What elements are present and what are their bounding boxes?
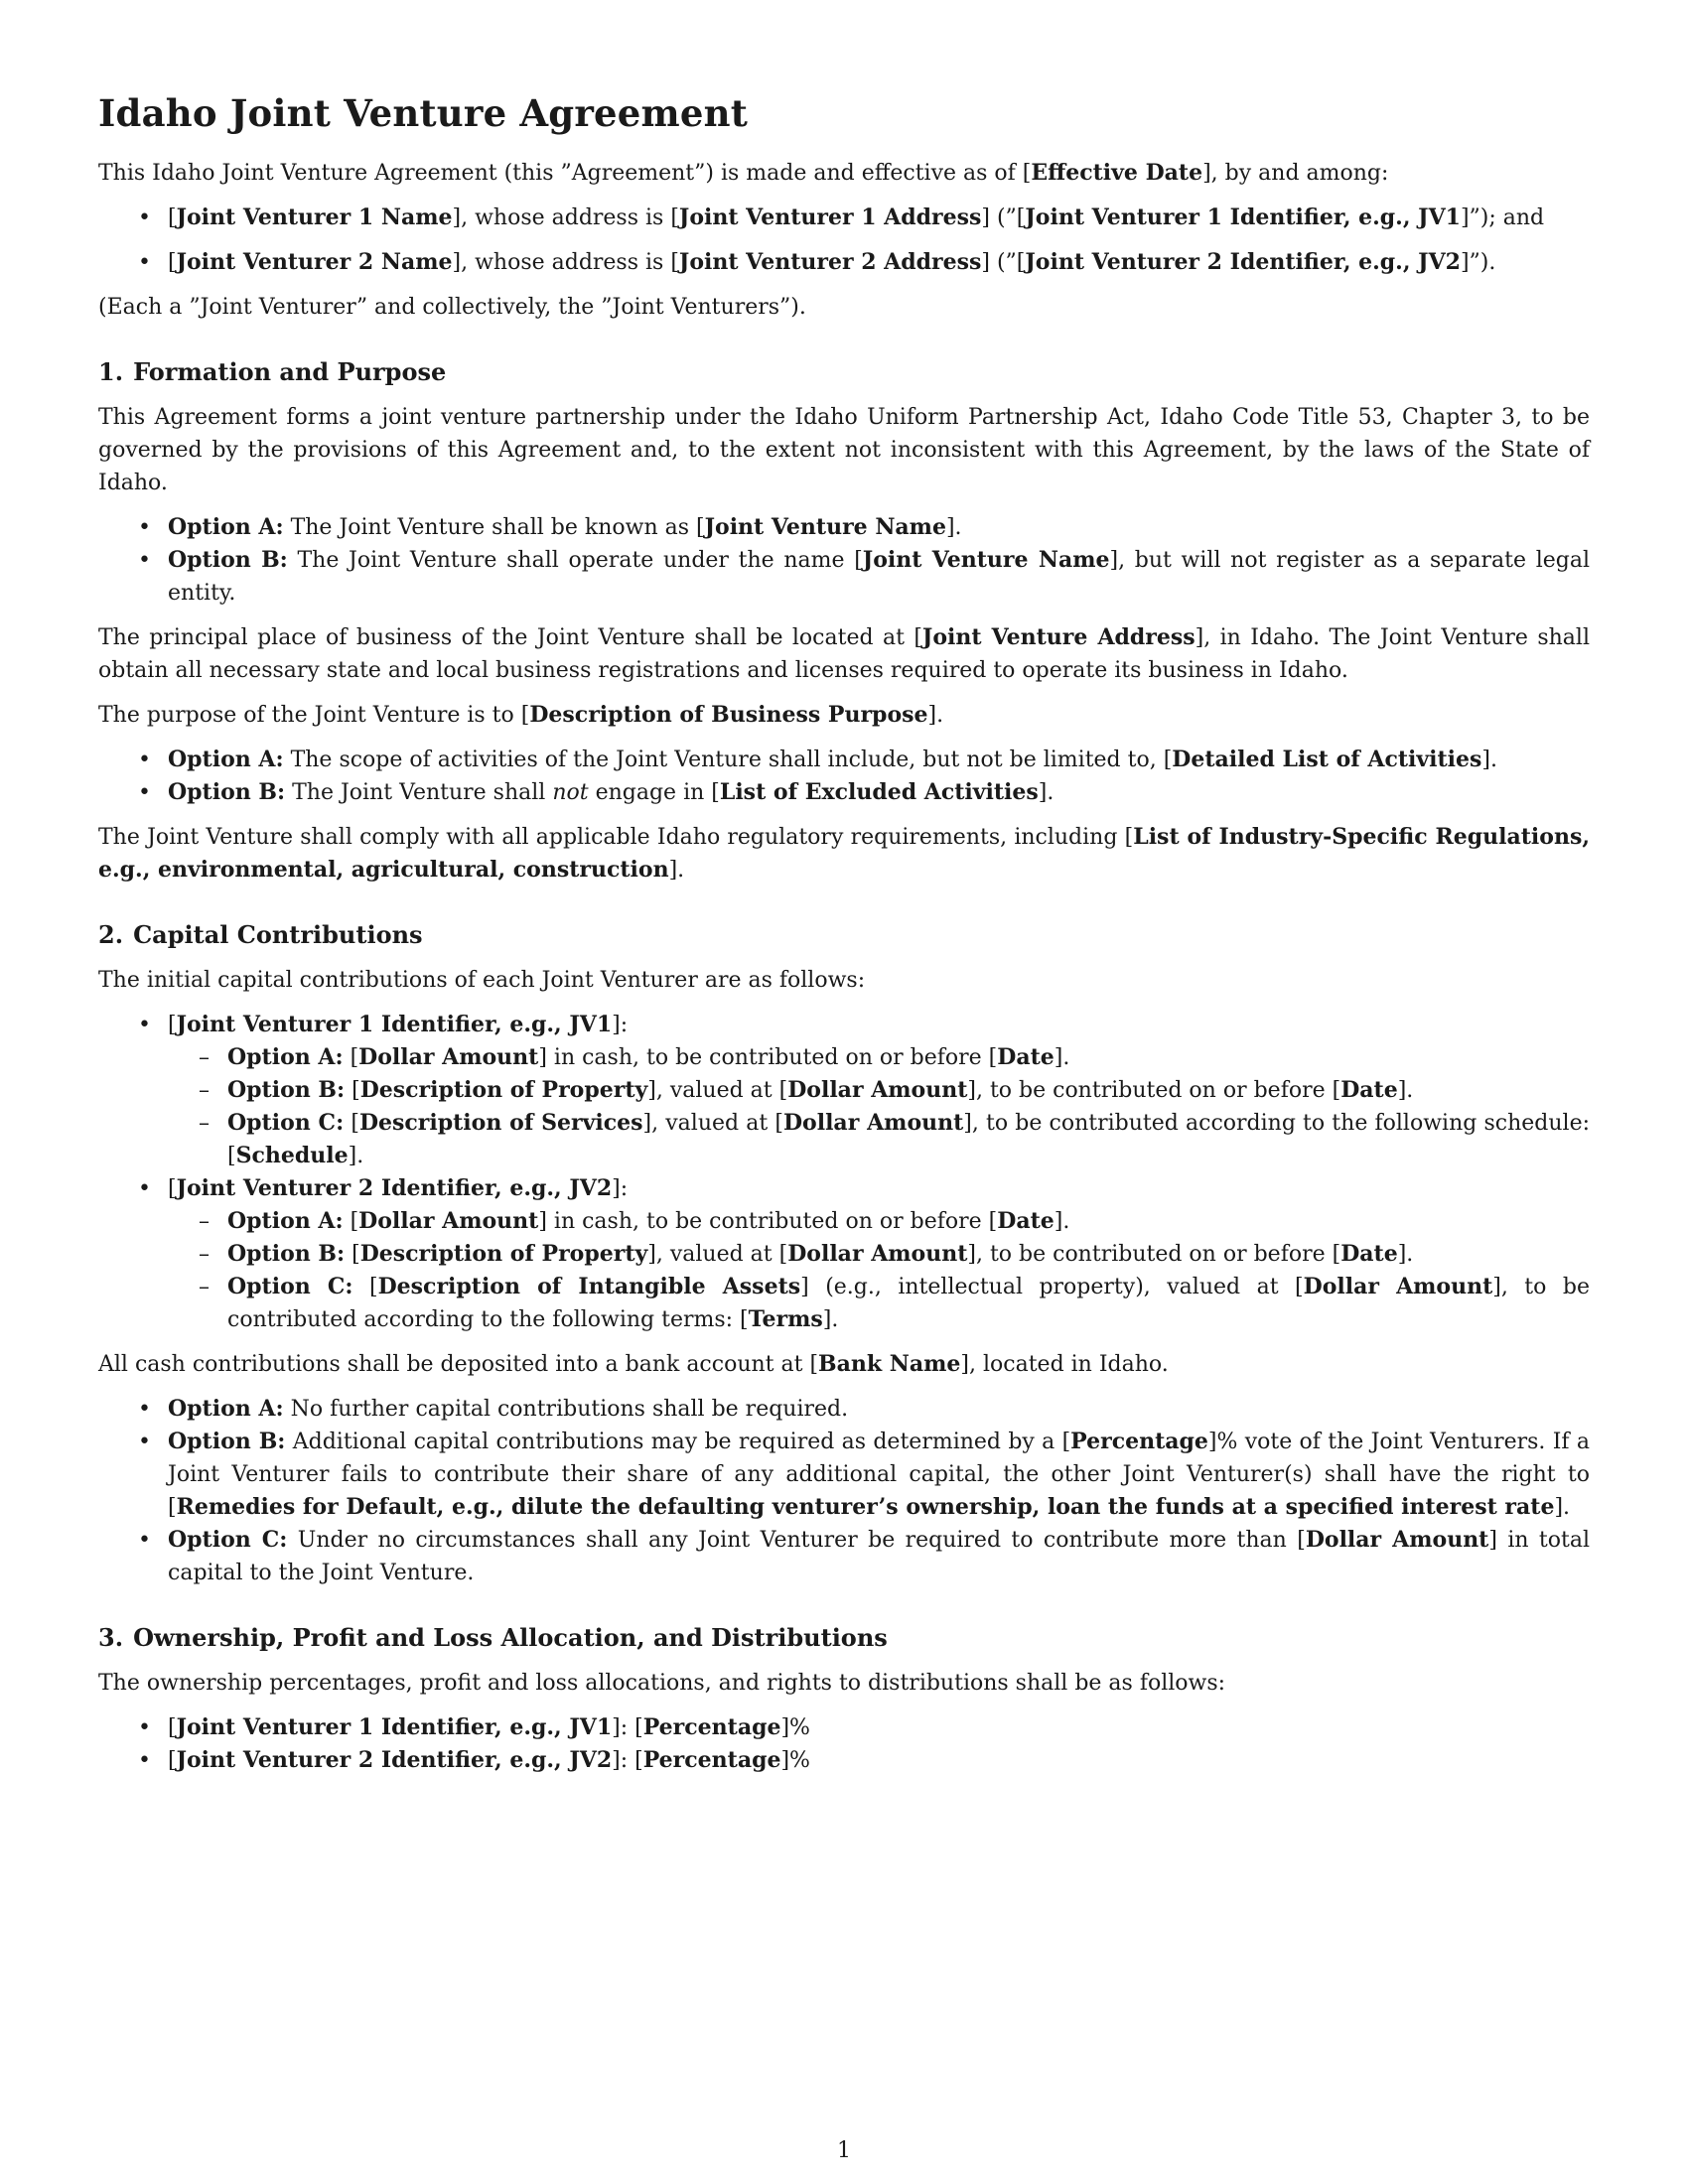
option-item: • Option B: Additional capital contributions may be required as determined by a [Percentage]% vote of the Joint Venturers. If a Joint Venturer fails to contribute their share of any additional capital, the other Joint Venturer(s) shall have the right to [Remedies for Default, e.g., dilute the defaulting venturer’s ownership, loan the funds at a specified interest rate]. [98, 1426, 1590, 1524]
venturer-contribution-item: • [Joint Venturer 1 Identifier, e.g., JV1]: – Option A: [Dollar Amount] in cash, to be contributed on or before [Date]. – Option B: [Description of Property], valued at [Dollar Amount], to be contributed on or before [Date]. – Option C: [Description of Services], valued at [Dollar Amount], to be contributed according to the following schedule: [Schedule]. [98, 1009, 1590, 1172]
name-options-list [98, 511, 1590, 610]
option-item: – Option C: [Description of Services], valued at [Dollar Amount], to be contributed according to the following schedule: [Schedule]. [168, 1107, 1590, 1172]
document-title: Idaho Joint Venture Agreement [98, 91, 749, 135]
option-item: – Option A: [Dollar Amount] in cash, to be contributed on or before [Date]. [168, 1041, 1590, 1074]
purpose-paragraph: The purpose of the Joint Venture is to [Description of Business Purpose]. [98, 702, 944, 728]
section-heading-formation: 1. Formation and Purpose [98, 357, 447, 386]
option-item: • Option B: The Joint Venture shall not engage in [List of Excluded Activities]. [98, 776, 1590, 809]
effective-date-placeholder: Effective Date [1031, 160, 1203, 186]
option-item: • Option A: The Joint Venture shall be known as [Joint Venture Name]. [98, 511, 1590, 544]
option-item: • Option A: No further capital contributions shall be required. [98, 1393, 1590, 1426]
section-heading-capital: 2. Capital Contributions [98, 920, 423, 949]
collective-definition: (Each a ”Joint Venturer” and collectively, the ”Joint Venturers”). [98, 295, 806, 320]
section-heading-ownership: 3. Ownership, Profit and Loss Allocation, and Distributions [98, 1623, 888, 1652]
additional-contribution-options-list [98, 1393, 1590, 1589]
option-item: – Option B: [Description of Property], valued at [Dollar Amount], to be contributed on or before [Date]. [168, 1074, 1590, 1107]
parties-list [98, 202, 1590, 279]
bank-paragraph: All cash contributions shall be deposited into a bank account at [Bank Name], located in Idaho. [98, 1351, 1169, 1377]
option-item: – Option A: [Dollar Amount] in cash, to be contributed on or before [Date]. [168, 1205, 1590, 1238]
venturer-contribution-item: • [Joint Venturer 2 Identifier, e.g., JV2]: – Option A: [Dollar Amount] in cash, to be contributed on or before [Date]. – Option B: [Description of Property], valued at [Dollar Amount], to be contributed on or before [Date]. – Option C: [Description of Intangible Assets] (e.g., intellectual property), valued at [Dollar Amount], to be contributed according to the following terms: [Terms]. [98, 1172, 1590, 1336]
option-item: – Option C: [Description of Intangible Assets] (e.g., intellectual property), valued at [Dollar Amount], to be contributed according to the following terms: [Terms]. [168, 1271, 1590, 1336]
formation-paragraph: This Agreement forms a joint venture partnership under the Idaho Uniform Partnership Act, Idaho Code Title 53, Chapter 3, to be governed by the provisions of this Agreement and, to the extent not inconsistent with this Agreement, by the laws of the State of Idaho. [98, 405, 1590, 495]
option-item: • Option B: The Joint Venture shall operate under the name [Joint Venture Name], but will not register as a separate legal entity. [98, 544, 1590, 610]
ownership-item: • [Joint Venturer 2 Identifier, e.g., JV2]: [Percentage]% [98, 1744, 1590, 1777]
option-item: – Option B: [Description of Property], valued at [Dollar Amount], to be contributed on or before [Date]. [168, 1238, 1590, 1271]
page-number: 1 [837, 2138, 851, 2163]
contributions-list [98, 1009, 1590, 1336]
scope-options-list [98, 744, 1590, 809]
contribution-options-list [168, 1041, 1590, 1172]
document-page [98, 83, 1590, 2148]
ownership-list [98, 1711, 1590, 1777]
place-of-business-paragraph: The principal place of business of the Joint Venture shall be located at [Joint Venture Address], in Idaho. The Joint Venture shall obtain all necessary state and local business registrations and licenses required to operate its business in Idaho. [98, 624, 1590, 683]
ownership-item: • [Joint Venturer 1 Identifier, e.g., JV1]: [Percentage]% [98, 1711, 1590, 1744]
intro-paragraph: This Idaho Joint Venture Agreement (this ”Agreement”) is made and effective as of [Effective Date], by and among: [98, 160, 1389, 186]
option-item: • Option A: The scope of activities of the Joint Venture shall include, but not be limited to, [Detailed List of Activities]. [98, 744, 1590, 776]
regulatory-paragraph: The Joint Venture shall comply with all applicable Idaho regulatory requirements, including [List of Industry-Specific Regulations, e.g., environmental, agricultural, construction]. [98, 824, 1591, 883]
party-item: • [Joint Venturer 2 Name], whose address is [Joint Venturer 2 Address] (”[Joint Venturer 2 Identifier, e.g., JV2]”). [98, 246, 1590, 279]
capital-intro-paragraph: The initial capital contributions of each Joint Venturer are as follows: [98, 968, 866, 993]
contribution-options-list [168, 1205, 1590, 1336]
option-item: • Option C: Under no circumstances shall any Joint Venturer be required to contribute more than [Dollar Amount] in total capital to the Joint Venture. [98, 1524, 1590, 1589]
party-item: • [Joint Venturer 1 Name], whose address is [Joint Venturer 1 Address] (”[Joint Venturer 1 Identifier, e.g., JV1]”); and [98, 202, 1590, 234]
ownership-intro-paragraph: The ownership percentages, profit and loss allocations, and rights to distributions shall be as follows: [98, 1671, 1226, 1696]
